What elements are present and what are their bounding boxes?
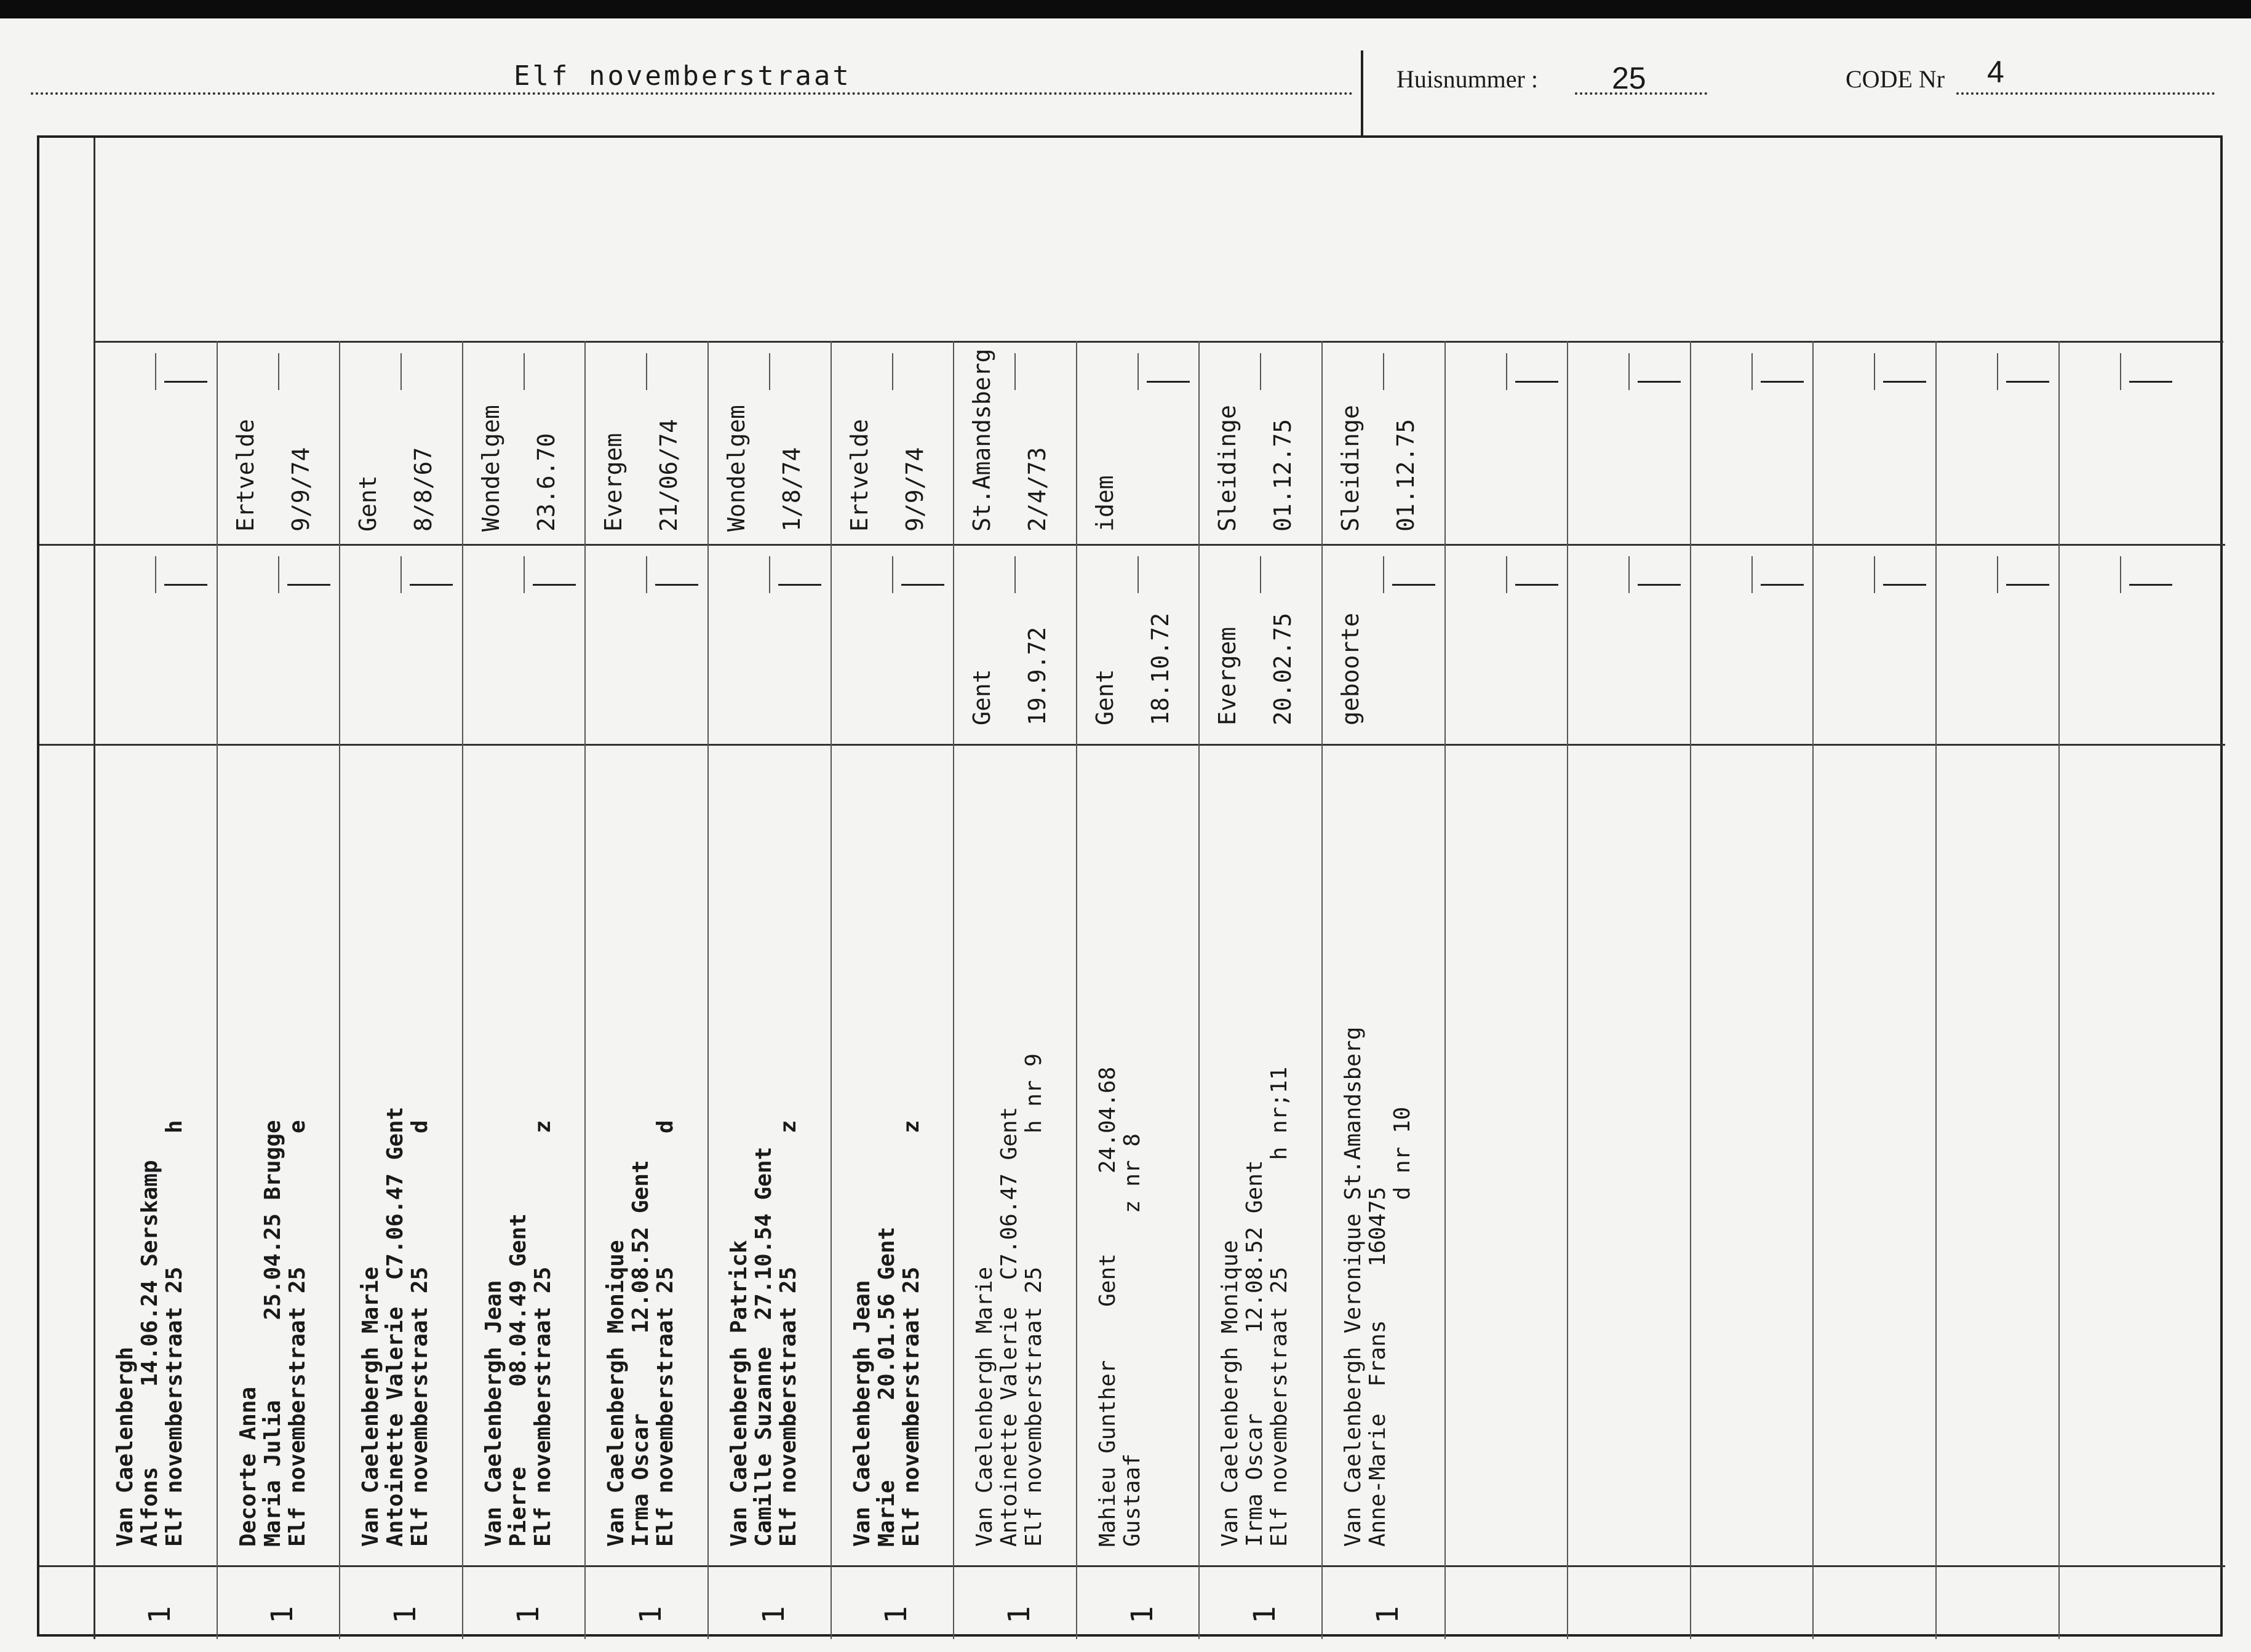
uit-empty-mark [1761,381,1804,383]
form-header [0,0,2251,135]
column-separator [217,341,218,1639]
in-empty-mark [1638,584,1681,586]
in-subdivider [1137,556,1139,593]
in-date: 18.10.72 [1146,612,1174,725]
in-empty-mark [1392,584,1435,586]
code-value: 4 [1987,55,2004,89]
uit-subdivider [1383,353,1384,390]
in-empty-mark [901,584,944,586]
resident-number: 1 [1248,1606,1283,1624]
uit-date: 8/8/67 [410,447,437,532]
uit-empty-mark [2006,381,2049,383]
uit-subdivider [400,353,402,390]
in-subdivider [2120,556,2121,593]
uit-subdivider [646,353,647,390]
label-column-separator [94,138,95,1639]
uit-place: Wondelgem [477,405,504,532]
column-separator [1812,341,1814,1639]
in-empty-mark [2129,584,2172,586]
column-separator [1321,341,1323,1639]
rule-in-bewoners [39,744,2225,746]
resident-number: 1 [142,1606,177,1624]
in-empty-mark [287,584,330,586]
in-date: 19.9.72 [1024,626,1051,725]
in-subdivider [1383,556,1384,593]
uit-place: Evergem [600,433,627,532]
uit-place: Sleidinge [1337,405,1364,532]
in-empty-mark [655,584,698,586]
uit-date: 01.12.75 [1269,418,1297,532]
resident-entry: Van Caelenbergh Jean Marie 20.01.56 Gent Elf novemberstraat 25 z [849,1120,924,1547]
street-name: Elf novemberstraat [514,60,851,92]
column-separator [2058,341,2060,1639]
resident-number: 1 [388,1606,423,1624]
in-subdivider [1997,556,1998,593]
uit-empty-mark [1883,381,1926,383]
street-underline [31,92,1353,95]
in-place: Gent [968,669,996,725]
header-separator [1361,50,1363,137]
uit-subdivider [1997,353,1998,390]
in-empty-mark [2006,584,2049,586]
rule-bewoners-nr [39,1565,2225,1567]
uit-date: 1/8/74 [778,447,805,532]
column-separator [584,341,586,1639]
uit-place: Wondelgem [723,405,750,532]
resident-entry: Decorte Anna Maria Julia 25.04.25 Brugge Elf novemberstraat 25 e [235,1120,310,1547]
huisnummer-label: Huisnummer : [1396,65,1538,93]
huisnummer-value: 25 [1612,61,1646,95]
in-subdivider [155,556,156,593]
residents-form [37,135,2223,1637]
resident-number: 1 [634,1606,669,1624]
uit-place: Sleidinge [1214,405,1241,532]
uit-place: Ertvelde [231,418,259,532]
resident-entry: Van Caelenbergh Marie Antoinette Valerie C7.06.47 Gent Elf novemberstraat 25 d [358,1106,433,1547]
uit-subdivider [524,353,525,390]
resident-entry: Van Caelenbergh Monique Irma Oscar 12.08.52 Gent Elf novemberstraat 25 d [604,1120,679,1547]
uit-subdivider [1628,353,1630,390]
resident-number: 1 [756,1606,791,1624]
column-separator [707,341,709,1639]
uit-subdivider [2120,353,2121,390]
uit-subdivider [1014,353,1016,390]
uit-empty-mark [1515,381,1558,383]
uit-subdivider [155,353,156,390]
uit-empty-mark [1147,381,1190,383]
rule-uit-in [39,544,2225,546]
resident-number: 1 [879,1606,914,1624]
in-empty-mark [1761,584,1804,586]
in-subdivider [1628,556,1630,593]
resident-number: 1 [511,1606,546,1624]
uit-empty-mark [1638,381,1681,383]
in-place: Gent [1091,669,1118,725]
uit-subdivider [1751,353,1753,390]
uit-date: 23.6.70 [532,433,560,532]
in-empty-mark [778,584,821,586]
uit-subdivider [1260,353,1261,390]
column-separator [1567,341,1568,1639]
in-subdivider [278,556,279,593]
resident-entry: Van Caelenbergh Jean Pierre 08.04.49 Gent Elf novemberstraat 25 z [480,1120,556,1547]
uit-subdivider [1874,353,1875,390]
in-subdivider [400,556,402,593]
column-separator [462,341,463,1639]
rule-top-area [95,341,2223,343]
uit-date: 9/9/74 [901,447,928,532]
column-separator [1935,341,1937,1639]
resident-entry: Van Caelenbergh Veronique St.Amandsberg Anne-Marie Frans 160475 d nr 10 [1341,1026,1415,1547]
in-subdivider [1260,556,1261,593]
uit-date: 01.12.75 [1392,418,1419,532]
column-separator [1444,341,1446,1639]
uit-subdivider [1137,353,1139,390]
in-place: geboorte [1337,612,1364,725]
uit-date: 21/06/74 [655,418,683,532]
in-date: 20.02.75 [1269,612,1297,725]
in-empty-mark [1883,584,1926,586]
resident-entry: Van Caelenbergh Alfons 14.06.24 Serskamp Elf novemberstraat 25 h [113,1120,187,1547]
in-subdivider [769,556,770,593]
uit-subdivider [892,353,893,390]
column-separator [339,341,340,1639]
uit-date: 2/4/73 [1024,447,1051,532]
in-subdivider [646,556,647,593]
in-place: Evergem [1214,626,1241,725]
code-label: CODE Nr [1846,65,1945,93]
resident-number: 1 [1125,1606,1160,1624]
in-subdivider [1506,556,1507,593]
in-empty-mark [533,584,576,586]
in-empty-mark [1515,584,1558,586]
uit-empty-mark [164,381,207,383]
column-separator [1076,341,1077,1639]
resident-number: 1 [1002,1606,1037,1624]
column-separator [953,341,954,1639]
uit-date: 9/9/74 [287,447,314,532]
resident-entry: Mahieu Gunther Gent 24.04.68 Gustaaf z nr 8 [1094,1066,1145,1547]
in-empty-mark [164,584,207,586]
column-separator [1690,341,1691,1639]
uit-subdivider [278,353,279,390]
uit-subdivider [1506,353,1507,390]
resident-entry: Van Caelenbergh Marie Antoinette Valerie C7.06.47 Gent Elf novemberstraat 25 h nr 9 [972,1053,1047,1547]
in-subdivider [1014,556,1016,593]
uit-place: Ertvelde [845,418,873,532]
column-separator [1198,341,1200,1639]
resident-entry: Van Caelenbergh Patrick Camille Suzanne 27.10.54 Gent Elf novemberstraat 25 z [727,1120,801,1547]
uit-place: idem [1091,475,1118,532]
in-subdivider [1751,556,1753,593]
in-subdivider [892,556,893,593]
resident-entry: Van Caelenbergh Monique Irma Oscar 12.08.52 Gent Elf novemberstraat 25 h nr;11 [1217,1066,1293,1547]
resident-number: 1 [1370,1606,1405,1624]
uit-place: Gent [354,475,382,532]
column-separator [831,341,832,1639]
in-subdivider [524,556,525,593]
uit-empty-mark [2129,381,2172,383]
resident-number: 1 [265,1606,300,1624]
code-underline [1956,92,2215,95]
uit-subdivider [769,353,770,390]
uit-place: St.Amandsberg [968,348,996,532]
in-subdivider [1874,556,1875,593]
in-empty-mark [410,584,453,586]
